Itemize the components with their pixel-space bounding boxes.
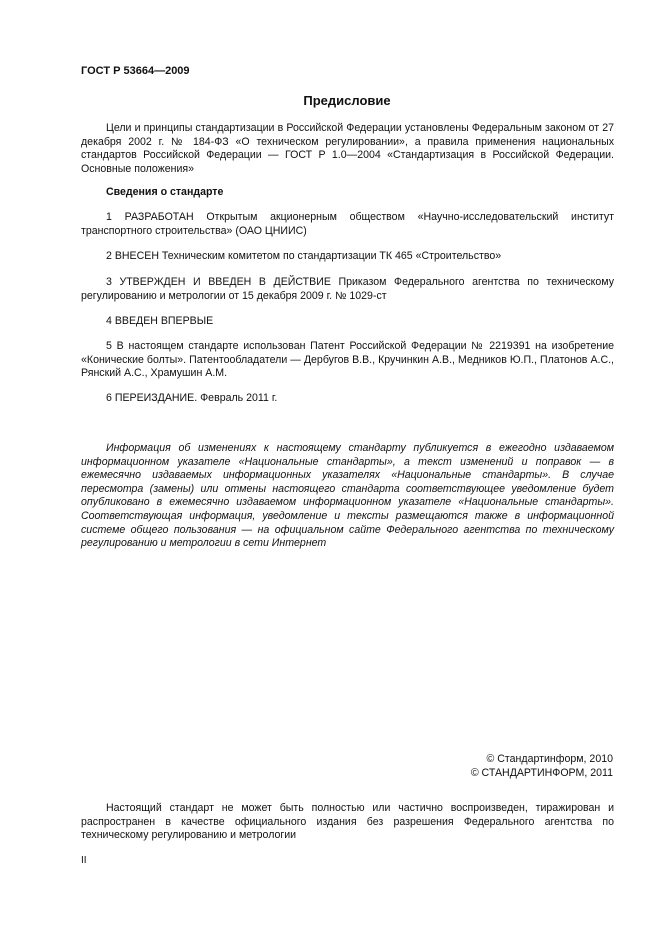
list-item <box>81 340 614 381</box>
list-item <box>81 276 614 303</box>
intro-block <box>81 122 614 176</box>
intro-paragraph: Цели и принципы стандартизации в Российской Федерации установлены Федеральным законом от 27 декабря 2002 г. № 184-ФЗ «О техническом регулировании», а правила применения национальных стандартов Российской Федерации — ГОСТ Р 1.0—2004 «Стандартизация в Российской Федерации. Основные положения» <box>81 122 614 175</box>
item-5-patent: 5 В настоящем стандарте использован Патент Российской Федерации № 2219391 на изобретение «Конические болты». Патентообладатели — Дербугов В.В., Кручинкин А.В., Медников Ю.П., Платонов А.С., Рянский А.С., Храмушин А.М. <box>81 340 614 380</box>
list-item <box>81 315 614 329</box>
standard-code-header: ГОСТ Р 53664—2009 <box>81 65 190 77</box>
item-4-first-introduced: 4 ВВЕДЕН ВПЕРВЫЕ <box>106 315 214 327</box>
copyright-line-2011: © СТАНДАРТИНФОРМ, 2011 <box>470 767 613 779</box>
reproduction-notice: Настоящий стандарт не может быть полностью или частично воспроизведен, тиражирован и распространен в качестве официального издания без разрешения Федерального агентства по техническому регулированию и метрологии <box>81 802 614 842</box>
changes-notice: Информация об изменениях к настоящему стандарту публикуется в ежегодно издаваемом информационном указателе «Национальные стандарты», а текст изменений и поправок — в ежемесячно издаваемых информационных указателях «Национальные стандарты». В случае пересмотра (замены) или отмены настоящего стандарта соответствующее уведомление будет опубликовано в ежемесячно издаваемом информационном указателе «Национальные стандарты». Соответствующая информация, уведомление и тексты размещаются также в информационной системе общего пользования — на официальном сайте Федерального агентства по техническому регулированию и метрологии в сети Интернет <box>81 442 614 550</box>
list-item <box>81 392 614 406</box>
item-6-reissue: 6 ПЕРЕИЗДАНИЕ. Февраль 2011 г. <box>106 392 278 404</box>
page-number: II <box>81 855 87 866</box>
item-1-developer: 1 РАЗРАБОТАН Открытым акционерным обществом «Научно-исследовательский институт транспортного строительства» (ОАО ЦНИИС) <box>81 211 614 237</box>
changes-notice-block <box>81 442 614 551</box>
item-3-approved: 3 УТВЕРЖДЕН И ВВЕДЕН В ДЕЙСТВИЕ Приказом Федерального агентства по техническому регулированию и метрологии от 15 декабря 2009 г. № 1029-ст <box>81 276 614 302</box>
copyright-block <box>471 752 613 780</box>
page-title: Предисловие <box>303 93 391 108</box>
list-item <box>81 211 614 238</box>
reproduction-notice-block <box>81 802 614 843</box>
info-heading: Сведения о стандарте <box>106 186 224 198</box>
list-item <box>81 250 614 264</box>
copyright-line-2010: © Стандартинформ, 2010 <box>486 753 613 765</box>
item-2-introduced: 2 ВНЕСЕН Техническим комитетом по стандартизации ТК 465 «Строительство» <box>106 250 502 262</box>
